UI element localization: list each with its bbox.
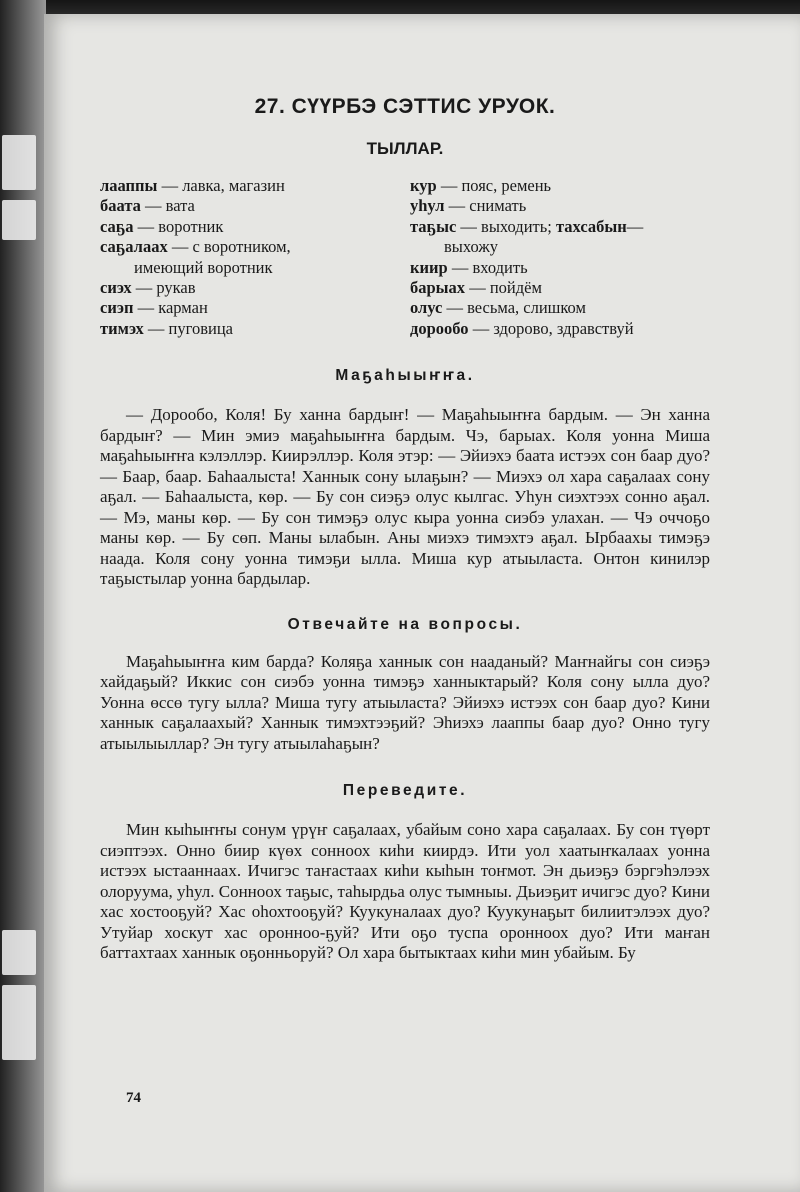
vocab-entry [410, 258, 710, 278]
vocab-definition: — входить [447, 257, 528, 277]
vocab-definition: — воротник [133, 216, 224, 236]
binding-mark [2, 985, 36, 1060]
translate-paragraph: Мин кыһыҥҥы сонум үрүҥ саҕалаах, убайым соно хара саҕалаах. Бу сон түөрт сиэптээх. Онно биир күөх сонноох киһи киирдэ. Ити уол хаатыҥкалаах уонна истээх ыстааннаах. Ичигэс таҥастаах киһи кыһын тоҥмот. Эн дьиэҕэ бэргэһэлээх олоруума, уһул. Сонноох таҕыс, таһырдьа олус тымныы. Дьиэҕит ичигэс дуо? Кини хас хостооҕуй? Хас оһохтооҕуй? Куукуналаах дуо? Куукунаҕыт билиитэлээх дуо? Утуйар хоскут хас оронноо-ҕуй? Ити оҕо туспа оронноох дуо? Ити маҥан баттахтаах ханнык оҕонньоруй? Ол хара бытыктаах киһи мин убайым. Бу [100, 820, 710, 963]
vocab-entry [100, 298, 400, 318]
vocab-word-secondary: тахсабын [555, 216, 627, 236]
vocab-word: уһул [410, 196, 445, 216]
vocab-definition: — карман [133, 298, 208, 318]
vocab-word: кур [410, 176, 437, 195]
lesson-title: 27. СҮҮРБЭ СЭТТИС УРУОК. [254, 95, 556, 118]
vocab-definition: имеющий воротник [134, 257, 273, 277]
vocabulary-column-right [410, 176, 710, 339]
book-binding [0, 0, 46, 1192]
vocab-entry [410, 196, 710, 216]
vocab-entry [100, 319, 400, 339]
vocab-entry [100, 176, 400, 196]
vocabulary-list [100, 176, 710, 339]
page-number: 74 [126, 1090, 141, 1106]
vocab-entry [100, 196, 400, 216]
vocab-definition: — здорово, здравствуй [468, 318, 634, 338]
binding-mark [2, 135, 36, 190]
vocab-entry [410, 217, 710, 237]
vocab-entry-continuation [100, 258, 400, 278]
vocabulary-column-left [100, 176, 400, 339]
vocab-definition: — весьма, слишком [442, 298, 586, 318]
vocab-word: олус [410, 298, 443, 318]
vocab-definition: выхожу [444, 237, 498, 257]
vocab-word: барыах [410, 278, 466, 298]
vocab-word: тимэх [100, 318, 144, 338]
vocab-definition: — лавка, магазин [157, 176, 285, 195]
vocabulary-heading: ТЫЛЛАР. [366, 139, 444, 158]
vocab-definition: — с воротником, [167, 237, 291, 257]
questions-heading: Отвечайте на вопросы. [287, 615, 523, 633]
vocab-word: лааппы [100, 176, 158, 195]
vocab-word: киир [410, 257, 448, 277]
vocab-definition: — пояс, ремень [436, 176, 552, 195]
vocab-entry [410, 298, 710, 318]
questions-paragraph: Маҕаһыыҥҥа ким барда? Коляҕа ханнык сон нааданый? Маҥнайгы сон сиэҕэ хайдаҕый? Иккис сон сиэбэ уонна тимэҕэ ханныктарый? Коля сону ылла дуо? Уонна өссө тугу ылла? Миша тугу атыыласта? Эйиэхэ истээх сон баар дуо? Кини ханнык саҕалаахый? Ханнык тимэхтээҕий? Эһиэхэ лааппы баар дуо? Онно тугу атыылыыллар? Эн тугу атыылаһаҕын? [100, 651, 710, 753]
vocab-definition: — снимать [444, 196, 527, 216]
vocab-entry [100, 237, 400, 257]
vocab-entry [100, 217, 400, 237]
vocab-definition: — пуговица [143, 318, 234, 338]
vocab-word: таҕыс [410, 216, 457, 236]
vocab-word: дорообо [410, 318, 469, 338]
vocab-word: сиэх [100, 278, 132, 298]
vocab-word: баата [100, 196, 141, 216]
vocab-entry [100, 278, 400, 298]
binding-mark [2, 200, 36, 240]
vocab-word: саҕа [100, 216, 134, 236]
vocab-definition: — пойдём [465, 278, 542, 298]
vocab-entry-continuation [410, 237, 710, 257]
story-paragraph: — Дорообо, Коля! Бу ханна бардыҥ! — Маҕаһыыҥҥа бардым. — Эн ханна бардыҥ? — Мин эмиэ маҕаһыыҥҥа бардым. Чэ, барыах. Коля уонна Миша маҕаһыыҥҥа кэлэллэр. Киирэллэр. Коля этэр: — Эйиэхэ баата истээх сон баар дуо? — Баар, баар. Баһаалыста! Ханнык сону ылаҕын? — Миэхэ ол хара саҕалаах сону аҕал. — Баһаалыста, көр. — Бу сон сиэҕэ олус кылгас. Уһун сиэхтээх сонно аҕал. — Мэ, маны көр. — Бу сон тимэҕэ олус кыра уонна сиэбэ улахан. — Чэ оччоҕо маны көр. — Бу сөп. Маны ылабын. Аны миэхэ тимэхтэ аҕал. Ырбаахы тимэҕэ наада. Коля сону уонна тимэҕи ылла. Миша кур атыыласта. Онтон кинилэр таҕыстылар уонна бардылар. [100, 405, 710, 589]
page-content [100, 90, 710, 964]
vocab-definition-secondary: — [626, 216, 644, 236]
vocab-definition: — выходить; [456, 216, 556, 236]
vocab-entry [410, 319, 710, 339]
vocab-entry [410, 176, 710, 196]
vocab-entry [410, 278, 710, 298]
vocab-definition: — вата [140, 196, 195, 216]
story-heading: Маҕаһыыҥҥа. [335, 367, 475, 385]
vocab-word: сиэп [100, 298, 134, 318]
vocab-definition: — рукав [131, 278, 196, 298]
vocab-word: саҕалаах [100, 237, 168, 257]
translate-heading: Переведите. [342, 782, 468, 800]
binding-mark [2, 930, 36, 975]
